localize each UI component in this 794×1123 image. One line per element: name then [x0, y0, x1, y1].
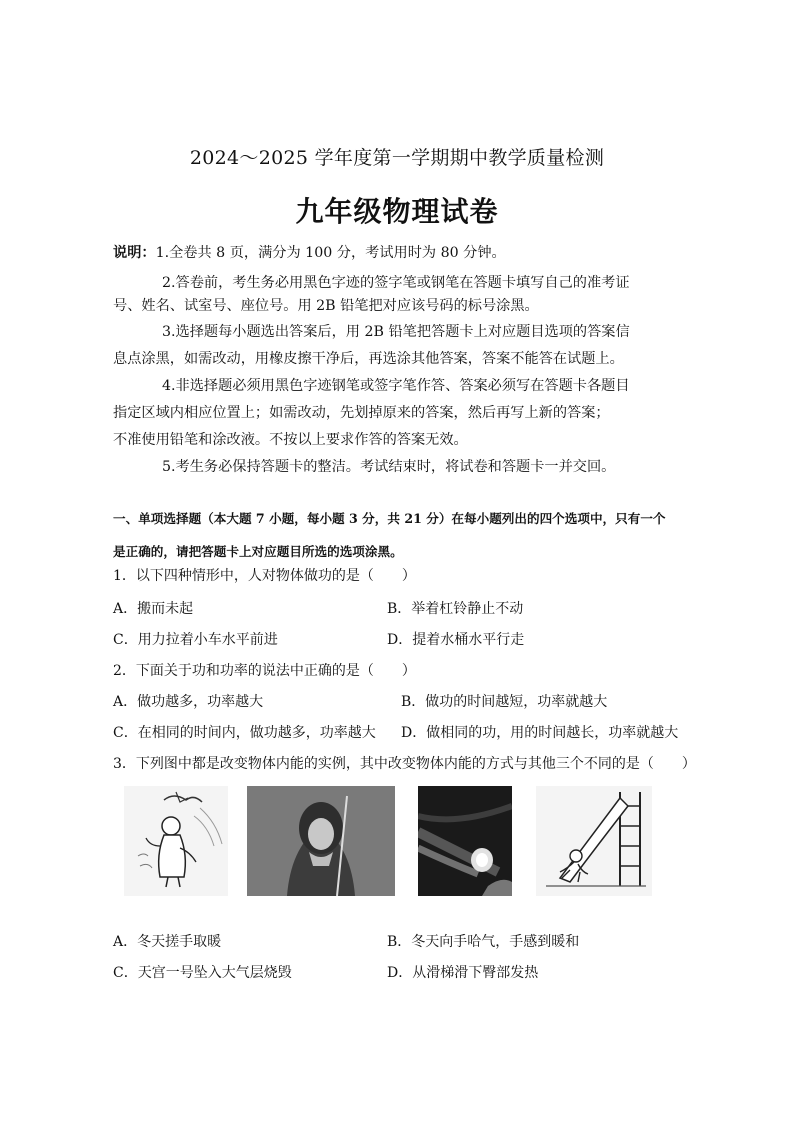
instructions-line-1: 说明：1.全卷共 8 页，满分为 100 分，考试用时为 80 分钟。	[113, 245, 506, 261]
question-1-option-b: B．举着杠铃静止不动	[387, 601, 524, 617]
question-3-option-d: D．从滑梯滑下臀部发热	[387, 965, 539, 981]
question-1-option-a: A．搬而未起	[113, 601, 194, 617]
question-3-option-a: A．冬天搓手取暖	[113, 934, 222, 950]
instructions-line-3: 号、姓名、试室号、座位号。用 2B 铅笔把对应该号码的标号涂黑。	[113, 298, 539, 314]
instructions-label: 说明：	[113, 245, 156, 261]
question-2-option-c: C．在相同的时间内，做功越多，功率越大	[113, 725, 376, 741]
photo-breathing-on-hands-icon	[247, 786, 395, 896]
question-2-option-a: A．做功越多，功率越大	[113, 694, 264, 710]
question-3-stem: 3．下列图中都是改变物体内能的实例，其中改变物体内能的方式与其他三个不同的是（ ）	[113, 756, 696, 772]
instructions-line-8: 不准使用铅笔和涂改液。不按以上要求作答的答案无效。	[113, 432, 468, 448]
question-3-option-c: C．天宫一号坠入大气层烧毁	[113, 965, 292, 981]
question-2-stem: 2．下面关于功和功率的说法中正确的是（ ）	[113, 663, 416, 679]
instructions-line-7: 指定区域内相应位置上；如需改动，先划掉原来的答案，然后再写上新的答案；	[113, 405, 610, 421]
question-1-stem: 1．以下四种情形中，人对物体做功的是（ ）	[113, 568, 416, 584]
instructions-line-6: 4.非选择题必须用黑色字迹钢笔或签字笔作答、答案必须写在答题卡各题目	[162, 378, 630, 394]
question-3-option-b: B．冬天向手哈气，手感到暖和	[387, 934, 580, 950]
question-1-option-c: C．用力拉着小车水平前进	[113, 632, 278, 648]
section-heading-line-2: 是正确的，请把答题卡上对应题目所选的选项涂黑。	[113, 544, 403, 559]
question-2-option-d: D．做相同的功，用的时间越长，功率就越大	[401, 725, 679, 741]
question-1-option-d: D．提着水桶水平行走	[387, 632, 525, 648]
section-heading-line-1: 一、单项选择题（本大题 7 小题，每小题 3 分，共 21 分）在每小题列出的四个选项中，只有一个	[113, 511, 666, 526]
cartoon-slide-icon	[536, 786, 652, 896]
instructions-line-5: 息点涂黑，如需改动，用橡皮擦干净后，再选涂其他答案，答案不能答在试题上。	[113, 351, 624, 367]
instructions-line-9: 5.考生务必保持答题卡的整洁。考试结束时，将试卷和答题卡一并交回。	[162, 459, 616, 475]
exam-title: 2024～2025 学年度第一学期期中教学质量检测	[189, 147, 605, 169]
question-2-option-b: B．做功的时间越短，功率就越大	[401, 694, 608, 710]
cartoon-rubbing-hands-icon	[124, 786, 228, 896]
paper-title: 九年级物理试卷	[295, 195, 499, 228]
photo-spacecraft-reentry-icon	[418, 786, 512, 896]
instructions-line-2: 2.答卷前，考生务必用黑色字迹的签字笔或钢笔在答题卡填写自己的准考证	[162, 275, 630, 291]
instructions-line-4: 3.选择题每小题选出答案后，用 2B 铅笔把答题卡上对应题目选项的答案信	[162, 324, 630, 340]
